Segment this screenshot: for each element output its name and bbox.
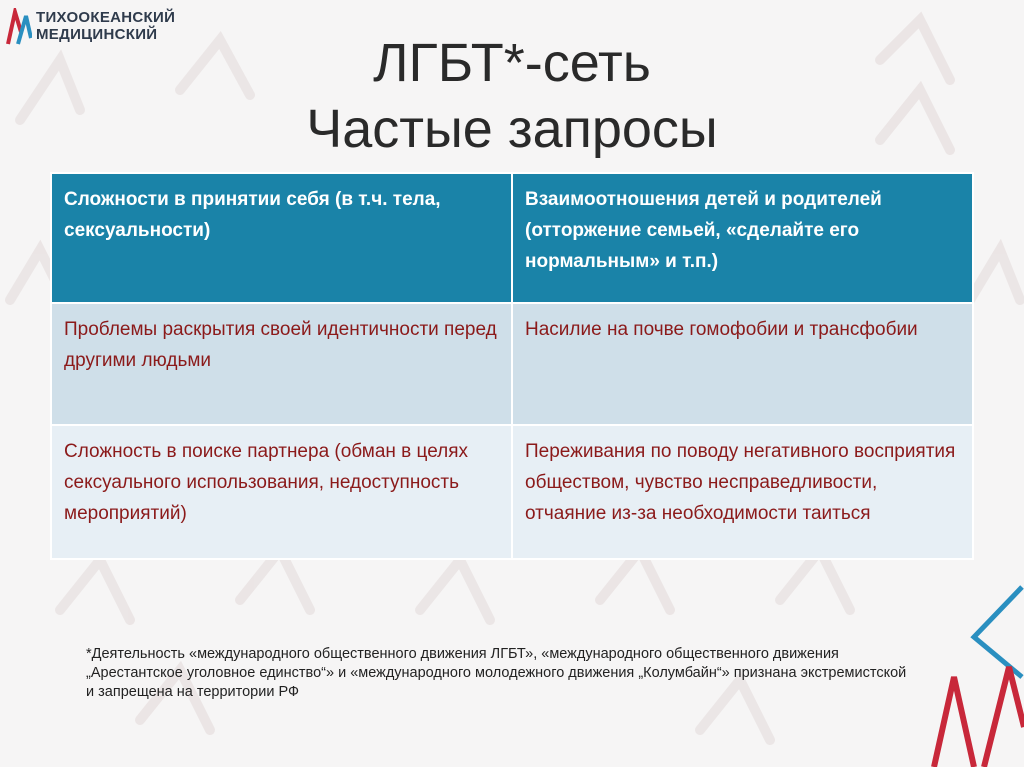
table-header-cell: Сложности в принятии себя (в т.ч. тела, сексуальности) (51, 173, 512, 303)
table-row (51, 303, 973, 425)
table-header-cell: Взаимоотношения детей и родителей (отторжение семьей, «сделайте его нормальным» и т.п.) (512, 173, 973, 303)
title-line-2: Частые запросы (306, 99, 718, 159)
table-cell: Сложность в поиске партнера (обман в целях сексуального использования, недоступность мероприятий) (51, 425, 512, 559)
table-row (51, 425, 973, 559)
title-line-1: ЛГБТ*-сеть (373, 33, 651, 93)
table-cell: Проблемы раскрытия своей идентичности перед другими людьми (51, 303, 512, 425)
table-cell: Насилие на почве гомофобии и трансфобии (512, 303, 973, 425)
table-cell: Переживания по поводу негативного восприятия обществом, чувство несправедливости, отчаяние из-за необходимости таиться (512, 425, 973, 559)
requests-table (50, 172, 974, 560)
logo-line-1: ТИХООКЕАНСКИЙ (36, 9, 176, 26)
page-title (0, 30, 1024, 162)
logo-line-2: МЕДИЦИНСКИЙ (36, 26, 158, 43)
table-header-row (51, 173, 973, 303)
footnote: *Деятельность «международного общественного движения ЛГБТ», «международного общественного движения „Арестантское уголовное единство“» и «международного молодежного движения „Колумбайн“» признана экстремистской и запрещена на территории РФ (86, 646, 907, 700)
corner-decoration-icon (914, 567, 1024, 767)
